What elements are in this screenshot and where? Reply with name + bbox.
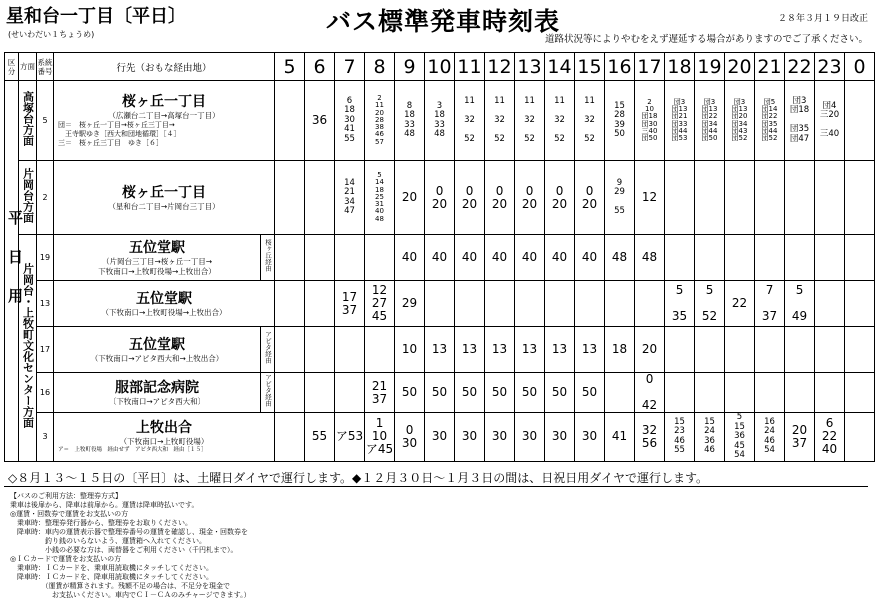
departure-cell: 40: [515, 235, 545, 281]
col-hour: 12: [485, 53, 515, 81]
departure-cell: [305, 373, 335, 413]
departure-cell: [575, 281, 605, 327]
timetable-header: [6, 2, 868, 50]
col-hour: 10: [425, 53, 455, 81]
col-hour: 7: [335, 53, 365, 81]
fare-line: 【バスのご利用方法：整理券方式】: [10, 492, 122, 500]
departure-cell: [275, 327, 305, 373]
departure-cell: 40: [395, 235, 425, 281]
destination-name: 五位堂駅: [129, 239, 185, 256]
departure-cell: 7 37: [755, 281, 785, 327]
route-row: [5, 81, 875, 161]
route-row: [5, 413, 875, 462]
departure-cell: [335, 327, 365, 373]
departure-cell: 団3 団13 団20 団34 団43 団52: [725, 81, 755, 161]
destination-name: 服部記念病院: [115, 379, 199, 396]
departure-cell: 0 42: [635, 373, 665, 413]
direction-cell: [19, 81, 37, 161]
departure-cell: 17 37: [335, 281, 365, 327]
departure-cell: 50: [485, 373, 515, 413]
departure-cell: [845, 81, 875, 161]
departure-cell: [785, 235, 815, 281]
departure-cell: 2 11 20 28 38 46 57: [365, 81, 395, 161]
departure-cell: [275, 81, 305, 161]
departure-cell: 団4 三20 三40: [815, 81, 845, 161]
destination-via: （下牧南口→アピタ西大和→上牧出合）: [90, 353, 224, 363]
departure-cell: [275, 413, 305, 462]
direction-label: 高塚台方面: [21, 91, 35, 146]
fare-line: 降車時：ＩＣカードを、降車用読取機にタッチしてください。: [10, 573, 213, 581]
departure-cell: [605, 373, 635, 413]
departure-cell: 14 21 34 47: [335, 161, 365, 235]
system-number: 13: [37, 281, 54, 327]
departure-cell: [635, 281, 665, 327]
system-number: 16: [37, 373, 54, 413]
destination-cell: [54, 235, 261, 281]
fare-info: [4, 490, 868, 612]
departure-cell: [845, 235, 875, 281]
departure-cell: 団3 団18 団35 団47: [785, 81, 815, 161]
departure-cell: 36: [305, 81, 335, 161]
departure-cell: 10: [395, 327, 425, 373]
destination-note: ア＝ 上牧町役場 経由せず アピタ西大和 経由［１５］: [58, 447, 207, 454]
fare-line: ◎ＩＣカードで運賃をお支払いの方: [10, 555, 122, 563]
col-hour: 8: [365, 53, 395, 81]
departure-cell: 0 20: [425, 161, 455, 235]
departure-cell: 50: [575, 373, 605, 413]
departure-cell: 0 20: [575, 161, 605, 235]
departure-cell: [755, 373, 785, 413]
departure-cell: [725, 327, 755, 373]
destination-note: 三＝ 桜ヶ丘三丁目 ゆき［６］: [58, 139, 163, 147]
departure-cell: [695, 373, 725, 413]
departure-cell: 40: [545, 235, 575, 281]
direction-cell: [19, 235, 37, 462]
departure-cell: [845, 327, 875, 373]
departure-cell: [305, 161, 335, 235]
direction-label: 片岡台方面: [21, 168, 35, 223]
departure-cell: 50: [425, 373, 455, 413]
system-number: 3: [37, 413, 54, 462]
fare-line: 乗車時：整理券発行器から、整理券をお取りください。: [10, 519, 192, 527]
system-number: 17: [37, 327, 54, 373]
route-row: [5, 373, 875, 413]
departure-cell: 11 32 52: [485, 81, 515, 161]
col-hour: 11: [455, 53, 485, 81]
departure-cell: 13: [455, 327, 485, 373]
departure-cell: [725, 373, 755, 413]
page-title: バス標準発車時刻表: [326, 7, 561, 36]
departure-cell: [755, 327, 785, 373]
departure-cell: 30: [545, 413, 575, 462]
departure-cell: 6 18 30 41 55: [335, 81, 365, 161]
system-number: 19: [37, 235, 54, 281]
departure-cell: 30: [485, 413, 515, 462]
day-type: 平日用: [6, 210, 24, 328]
fare-line: 乗車は後扉から、降車は前扉から。運賃は降車時払いです。: [10, 501, 199, 509]
departure-cell: 13: [515, 327, 545, 373]
departure-cell: 1 10 ア45: [365, 413, 395, 462]
departure-cell: [815, 373, 845, 413]
departure-cell: 16 24 46 54: [755, 413, 785, 462]
departure-cell: [845, 161, 875, 235]
departure-cell: [665, 327, 695, 373]
departure-cell: [425, 281, 455, 327]
destination-name: 五位堂駅: [136, 290, 192, 307]
fare-line: ◎運賃・回数券で運賃をお支払いの方: [10, 510, 129, 518]
departure-cell: 13: [575, 327, 605, 373]
departure-cell: [695, 235, 725, 281]
col-hour: 6: [305, 53, 335, 81]
header-row: [5, 53, 875, 81]
direction-label: 片岡台・上牧町文化センター方面: [21, 263, 35, 429]
departure-cell: [305, 327, 335, 373]
departure-cell: 0 30: [395, 413, 425, 462]
col-hour: 19: [695, 53, 725, 81]
day-type-cell: [5, 81, 24, 462]
departure-cell: 30: [515, 413, 545, 462]
delay-note: 道路状況等によりやむをえず遅延する場合がありますのでご了承ください。: [544, 34, 868, 45]
departure-cell: 50: [515, 373, 545, 413]
departure-cell: 11 32 52: [545, 81, 575, 161]
col-hour: 15: [575, 53, 605, 81]
operation-notice: ◇８月１３～１５日の〔平日〕は、土曜日ダイヤで運行します。◆１２月３０日～１月３日の間は、日祝日用ダイヤで運行します。: [4, 470, 868, 487]
destination-cell: [54, 81, 275, 161]
departure-cell: 団5 団14 団22 団35 団44 団52: [755, 81, 785, 161]
destination-cell: [54, 161, 275, 235]
col-hour: 20: [725, 53, 755, 81]
departure-cell: [755, 161, 785, 235]
departure-cell: 20 37: [785, 413, 815, 462]
col-hour: 5: [275, 53, 305, 81]
departure-cell: [845, 373, 875, 413]
departure-cell: [455, 281, 485, 327]
departure-cell: 40: [485, 235, 515, 281]
stop-name: 星和台一丁目〔平日〕: [6, 6, 186, 27]
departure-cell: 5 14 18 25 31 40 48: [365, 161, 395, 235]
destination-name: 五位堂駅: [129, 336, 185, 353]
col-destination: 行先（おもな経由地）: [54, 53, 275, 81]
departure-cell: 30: [575, 413, 605, 462]
destination-cell: [54, 281, 275, 327]
departure-cell: 15 28 39 50: [605, 81, 635, 161]
col-hour: 9: [395, 53, 425, 81]
departure-cell: 30: [455, 413, 485, 462]
route-row: [5, 327, 875, 373]
via-marker-cell: [261, 327, 275, 373]
departure-cell: [845, 281, 875, 327]
departure-cell: 13: [545, 327, 575, 373]
departure-cell: 21 37: [365, 373, 395, 413]
departure-cell: [275, 161, 305, 235]
departure-cell: 30: [425, 413, 455, 462]
fare-line: （運賃が精算されます。残額不足の場合は、不足分を現金で: [10, 582, 230, 590]
destination-cell: [54, 413, 275, 462]
departure-cell: 20: [395, 161, 425, 235]
departure-cell: 5 15 36 45 54: [725, 413, 755, 462]
col-hour: 0: [845, 53, 875, 81]
destination-note: 団＝ 桜ヶ丘一丁目→桜ヶ丘三丁目→: [58, 121, 175, 129]
via-marker: アピタ経由: [264, 331, 272, 364]
departure-cell: 13: [485, 327, 515, 373]
departure-cell: [305, 235, 335, 281]
departure-cell: [815, 327, 845, 373]
departure-cell: 6 22 40: [815, 413, 845, 462]
departure-cell: 18: [605, 327, 635, 373]
destination-cell: [54, 327, 261, 373]
destination-via: （下牧南口→上牧町役場）: [119, 437, 209, 447]
col-hour: 16: [605, 53, 635, 81]
col-hour: 23: [815, 53, 845, 81]
departure-cell: [785, 327, 815, 373]
departure-cell: 8 18 33 48: [395, 81, 425, 161]
departure-cell: 40: [455, 235, 485, 281]
departure-cell: 5 35: [665, 281, 695, 327]
departure-cell: [305, 281, 335, 327]
departure-cell: 22: [725, 281, 755, 327]
departure-cell: 50: [545, 373, 575, 413]
departure-cell: [845, 413, 875, 462]
fare-line: 釣り銭のいらないよう、運賃箱へ入れてください。: [10, 537, 206, 545]
departure-cell: [545, 281, 575, 327]
destination-via: （広瀬台二丁目→高塚台一丁目）: [108, 111, 220, 120]
departure-cell: [695, 327, 725, 373]
departure-cell: 15 23 46 55: [665, 413, 695, 462]
departure-cell: [365, 327, 395, 373]
departure-cell: [815, 281, 845, 327]
departure-cell: [725, 161, 755, 235]
departure-cell: [485, 281, 515, 327]
col-direction: 方面: [19, 53, 37, 81]
departure-cell: 40: [425, 235, 455, 281]
departure-cell: [365, 235, 395, 281]
destination-via: （下牧南口→上牧町役場→上牧出合）: [101, 307, 227, 317]
departure-cell: [605, 281, 635, 327]
via-marker-cell: [261, 373, 275, 413]
destination-via: 〔下牧南口→アピタ西大和〕: [108, 396, 206, 406]
fare-line: 小銭の必要な方は、両替器をご利用ください（千円札まで）。: [10, 546, 238, 554]
departure-cell: 13: [425, 327, 455, 373]
col-kubun: 区分: [5, 53, 19, 81]
departure-cell: 5 52: [695, 281, 725, 327]
departure-cell: 9 29 55: [605, 161, 635, 235]
departure-cell: [785, 373, 815, 413]
timetable: [4, 52, 875, 462]
departure-cell: 40: [575, 235, 605, 281]
departure-cell: 3 18 33 48: [425, 81, 455, 161]
col-hour: 22: [785, 53, 815, 81]
via-marker: アピタ経由: [264, 374, 272, 407]
direction-cell: [19, 161, 37, 235]
col-hour: 14: [545, 53, 575, 81]
departure-cell: 41: [605, 413, 635, 462]
departure-cell: [275, 373, 305, 413]
departure-cell: 50: [455, 373, 485, 413]
departure-cell: 0 20: [485, 161, 515, 235]
fare-line: 乗車時：ＩＣカードを、乗車用読取機にタッチしてください。: [10, 564, 213, 572]
system-number: 5: [37, 81, 54, 161]
departure-cell: 11 32 52: [515, 81, 545, 161]
departure-cell: 2 10 団18 団30 三40 団50: [635, 81, 665, 161]
departure-cell: [695, 161, 725, 235]
destination-via: （星和台二丁目→片岡台三丁目）: [108, 201, 220, 211]
col-hour: 21: [755, 53, 785, 81]
departure-cell: [815, 235, 845, 281]
departure-cell: 12 27 45: [365, 281, 395, 327]
departure-cell: [515, 281, 545, 327]
departure-cell: [815, 161, 845, 235]
departure-cell: 29: [395, 281, 425, 327]
departure-cell: 12: [635, 161, 665, 235]
stop-reading: (せいわだい１ちょうめ): [8, 30, 95, 39]
route-row: [5, 161, 875, 235]
destination-note: 王寺駅ゆき［西大和団地循環］［４］: [58, 130, 181, 138]
departure-cell: [785, 161, 815, 235]
departure-cell: [335, 373, 365, 413]
system-number: 2: [37, 161, 54, 235]
via-marker: 桜ヶ丘経由: [264, 239, 272, 272]
departure-cell: 0 20: [515, 161, 545, 235]
departure-cell: [665, 235, 695, 281]
departure-cell: 48: [635, 235, 665, 281]
departure-cell: 0 20: [545, 161, 575, 235]
destination-via: （片岡台三丁目→桜ヶ丘一丁目→ 下牧南口→上牧町役場→上牧出合）: [98, 256, 216, 276]
destination-cell: [54, 373, 261, 413]
departure-cell: [665, 373, 695, 413]
departure-cell: 11 32 52: [455, 81, 485, 161]
fare-line: 降車時：車内の運賃表示器で整理券番号の運賃を確認し、現金・回数券を: [10, 528, 248, 536]
departure-cell: [275, 281, 305, 327]
route-row: [5, 235, 875, 281]
col-hour: 17: [635, 53, 665, 81]
departure-cell: 団3 団13 団22 団34 団44 団50: [695, 81, 725, 161]
destination-name: 桜ヶ丘一丁目: [122, 184, 206, 201]
departure-cell: 32 56: [635, 413, 665, 462]
departure-cell: 20: [635, 327, 665, 373]
departure-cell: 団3 団13 団21 団33 団44 団53: [665, 81, 695, 161]
departure-cell: 50: [395, 373, 425, 413]
destination-name: 桜ヶ丘一丁目: [122, 94, 206, 110]
departure-cell: ア53: [335, 413, 365, 462]
departure-cell: [725, 235, 755, 281]
departure-cell: 5 49: [785, 281, 815, 327]
departure-cell: [335, 235, 365, 281]
destination-name: 上牧出合: [136, 420, 192, 437]
col-hour: 13: [515, 53, 545, 81]
departure-cell: 55: [305, 413, 335, 462]
departure-cell: 11 32 52: [575, 81, 605, 161]
col-hour: 18: [665, 53, 695, 81]
departure-cell: [665, 161, 695, 235]
col-system: 系統番号: [37, 53, 54, 81]
route-row: [5, 281, 875, 327]
fare-line: お支払いください。車内でＣＩ－ＣＡのみチャージできます。）: [10, 591, 251, 599]
departure-cell: [275, 235, 305, 281]
revision-date: ２８年３月１９日改正: [777, 14, 868, 24]
departure-cell: 0 20: [455, 161, 485, 235]
departure-cell: 48: [605, 235, 635, 281]
departure-cell: 15 24 36 46: [695, 413, 725, 462]
via-marker-cell: [261, 235, 275, 281]
departure-cell: [755, 235, 785, 281]
